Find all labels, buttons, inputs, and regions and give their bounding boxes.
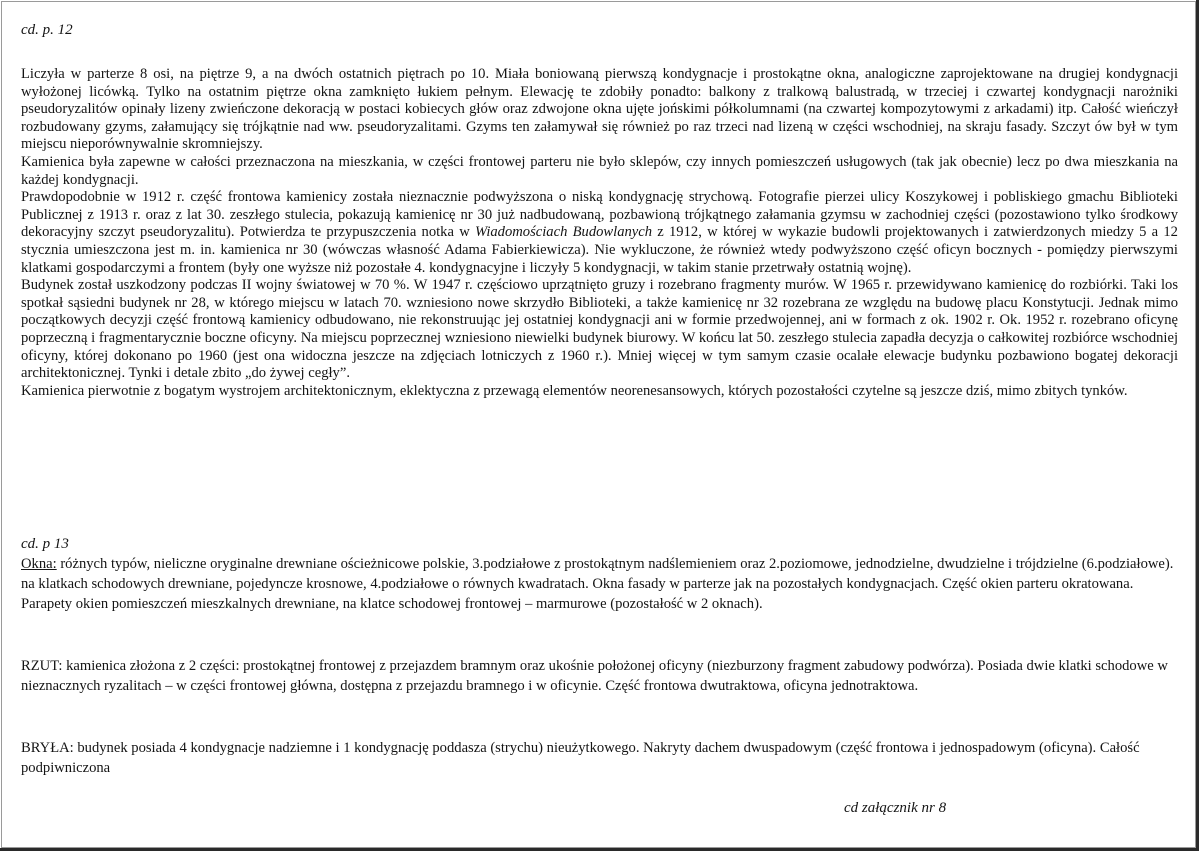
page-header: cd. p. 12 <box>21 22 73 38</box>
paragraph-1: Liczyła w parterze 8 osi, na piętrze 9, a na dwóch ostatnich piętrach po 10. Miała boniowaną pierwszą kondygnacje i prostokątne okna, analogiczne zaprojektowane na drugiej kondygnacji wyłożonej licówką. Tylko na ostatnim piętrze okna zamknięto łukiem pełnym. Elewację te zdobiły ponadto: balkony z tralkową balustradą, w trzeciej i czwartej kondygnacji narożniki pseudoryzalitów opinały lizeny zwieńczone dekoracją w postaci kobiecych głów oraz zdwojone okna ujęte jońskimi półkolumnami (na czwartej kompozytowymi z arkadami) itp. Całość wieńczył rozbudowany gzyms, załamujący się trójkątnie nad ww. pseudoryzalitami. Gzyms ten załamywał się również po raz trzeci nad lizeną w części wschodniej, na skraju fasady. Szczyt ów był w tym miejscu nieporównywalnie skromniejszy. <box>21 66 1178 153</box>
bryla-paragraph <box>21 739 1178 779</box>
rzut-label: RZUT: <box>21 658 63 674</box>
okna-paragraph <box>21 555 1178 614</box>
paragraph-3-part-a: Prawdopodobnie w 1912 r. część frontowa kamienicy została nieznacznie podwyższona o niską kondygnację strychową. Fotografie pierzei ulicy Koszykowej i pobliskiego gmachu Biblioteki Publicznej z 1913 r. oraz z lat 30. zeszłego stulecia, pokazują kamienicę nr 30 już nadbudowaną, pozbawioną trójkątnego załamania gzymsu w zachodniej części (pozostawiono tylko środkowy dekoracyjny szczyt pseudoryzalitu). Potwierdza te przypuszczenia notka w <box>21 189 1178 241</box>
section-1-text <box>21 66 1178 400</box>
rzut-text: kamienica złożona z 2 części: prostokątnej frontowej z przejazdem bramnym oraz ukośnie położonej oficyny (niezburzony fragment zabudowy podwórza). Posiada dwie klatki schodowe w nieznacznych ryzalitach – w części frontowej główna, dostępna z przejazdu bramnego i w oficynie. Część frontowa dwutraktowa, oficyna jednotraktowa. <box>21 658 1168 694</box>
paragraph-4: Budynek został uszkodzony podczas II wojny światowej w 70 %. W 1947 r. częściowo uprzątnięto gruzy i rozebrano fragmenty murów. W 1965 r. przewidywano kamienicę do rozbiórki. Taki los spotkał sąsiedni budynek nr 28, w którego miejscu w latach 70. wzniesiono nowe skrzydło Biblioteki, a także kamienicę nr 32 rozebrana ze względu na budowę placu Konstytucji. Jednak mimo początkowych decyzji część frontową kamienicy odbudowano, nie rekonstruując jej ostatniej kondygnacji ani w formie przedwojennej, ani w formach z ok. 1902 r. Ok. 1952 r. rozebrano oficynę poprzeczną i fragmentarycznie boczne oficyny. Na miejscu poprzecznej wzniesiono niewielki budynek biurowy. W końcu lat 50. zeszłego stulecia zapadła decyzja o całkowitej rozbiórce wschodniej oficyny, której dokonano po 1960 (jest ona widoczna jeszcze na zdjęciach lotniczych z 1960 r.). Mniej więcej w tym samym czasie ocalałe elewacje budynku pozbawiono bogatej dekoracji architektonicznej. Tynki i detale zbito „do żywej cegły”. <box>21 277 1178 382</box>
section-2-header: cd. p 13 <box>21 536 69 552</box>
paragraph-5: Kamienica pierwotnie z bogatym wystrojem architektonicznym, eklektyczna z przewagą elementów neorenesansowych, których pozostałości czytelne są jeszcze dziś, mimo zbitych tynków. <box>21 382 1128 399</box>
okna-label: Okna: <box>21 556 57 572</box>
okna-text: różnych typów, nieliczne oryginalne drewniane ościeżnicowe polskie, 3.podziałowe z prostokątnym nadślemieniem oraz 2.poziomowe, jednodzielne, dwudzielne i trójdzielne (6.podziałowe). na klatkach schodowych drewniane, pojedyncze krosnowe, 4.podziałowe o równych kwadratach. Okna fasady w parterze jak na pozostałych kondygnacjach. Część okien parteru okratowana. Parapety okien pomieszczeń mieszkalnych drewniane, na klatce schodowej frontowej – marmurowe (pozostałość w 2 oknach). <box>21 556 1174 612</box>
paragraph-2: Kamienica była zapewne w całości przeznaczona na mieszkania, w części frontowej parteru nie było sklepów, czy innych pomieszczeń usługowych (tak jak obecnie) lecz po dwa mieszkania na każdej kondygnacji. <box>21 153 1178 188</box>
page-footer: cd załącznik nr 8 <box>844 800 947 816</box>
bryla-text: budynek posiada 4 kondygnacje nadziemne i 1 kondygnację poddasza (strychu) nieużytkowego. Nakryty dachem dwuspadowym (część frontowa i jednospadowym (oficyna). Całość podpiwniczona <box>21 740 1140 776</box>
journal-title: Wiadomościach Budowlanych <box>474 224 653 241</box>
rzut-paragraph <box>21 657 1178 697</box>
paragraph-3-part-b: z 1912, w której w wykazie budowli projektowanych i zatwierdzonych miedzy 5 a 12 stycznia umieszczona jest m. in. kamienica nr 30 (wówczas własność Adama Fabierkiewicza). Nie wykluczone, że również wtedy podwyższono część oficyn bocznych - pomiędzy pierwszymi klatkami gospodarczymi a frontem (były one wyższe niż pozostałe 4. kondygnacyjne i liczyły 5 kondygnacji, w takim stanie przetrwały ostatnią wojnę). <box>21 224 1178 276</box>
paragraph-3 <box>21 189 1178 277</box>
bryla-label: BRYŁA: <box>21 740 74 756</box>
